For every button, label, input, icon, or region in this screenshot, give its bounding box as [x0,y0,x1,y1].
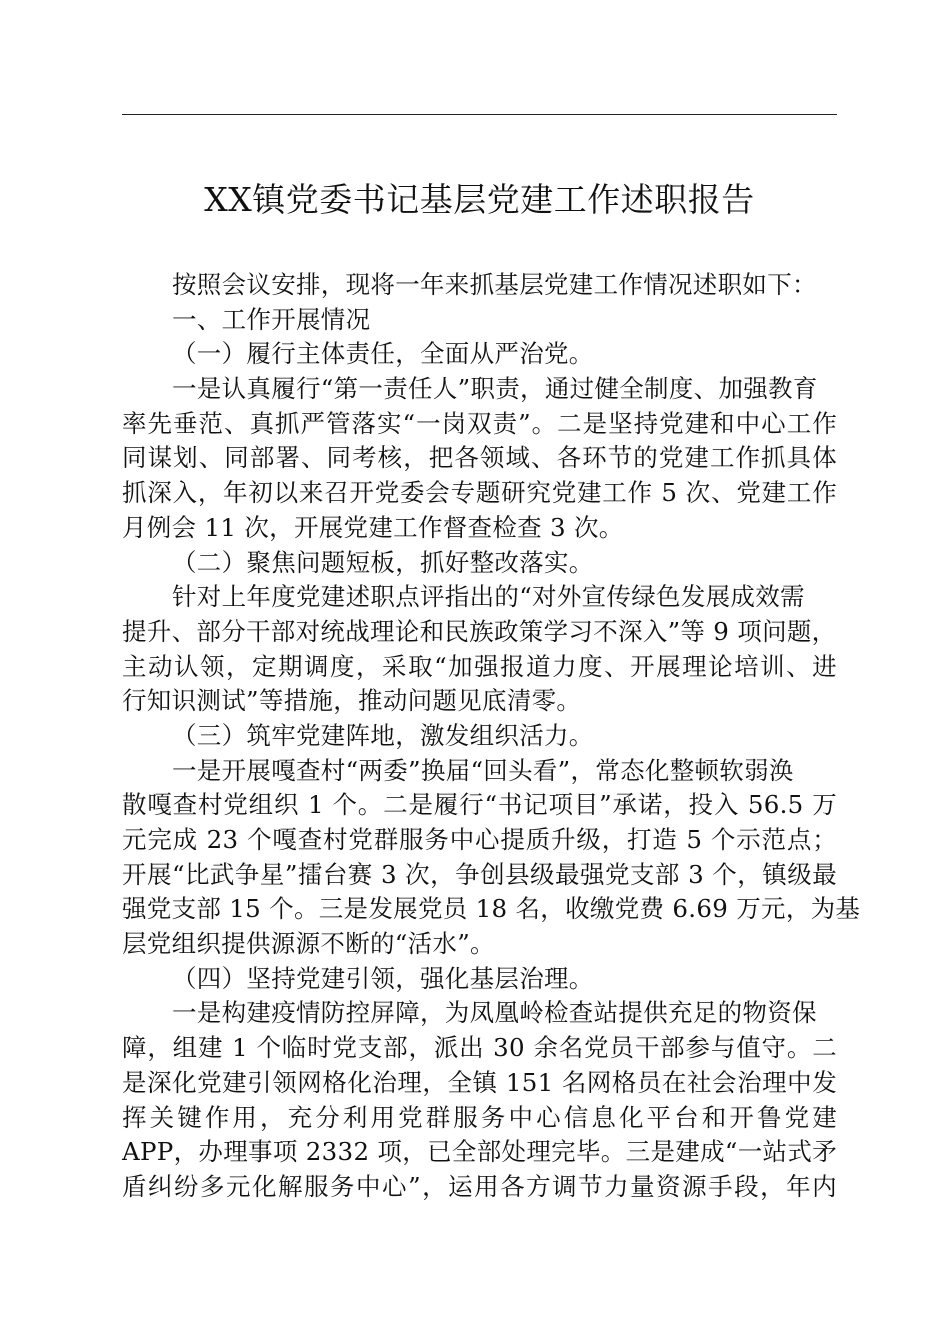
paragraph-line: 一是构建疫情防控屏障，为凤凰岭检查站提供充足的物资保 [172,998,817,1028]
section-heading: 一、工作开展情况 [172,304,371,334]
paragraph-line: 元完成 23 个嘎查村党群服务中心提质升级，打造 5 个示范点； [122,825,837,854]
subsection-heading: （四）坚持党建引领，强化基层治理。 [172,963,594,993]
paragraph-line: 率先垂范、真抓严管落实“一岗双责”。二是坚持党建和中心工作 [122,408,837,438]
paragraph-line: 一是认真履行“第一责任人”职责，通过健全制度、加强教育 [172,374,818,404]
document-body [122,268,861,1205]
paragraph-line: 障，组建 1 个临时党支部，派出 30 余名党员干部参与值守。二 [122,1033,837,1063]
paragraph-line: 开展“比武争星”擂台赛 3 次，争创县级最强党支部 3 个，镇级最 [122,859,837,889]
paragraph-line: 行知识测试”等措施，推动问题见底清零。 [122,686,582,716]
paragraph-line: 提升、部分干部对统战理论和民族政策学习不深入”等 9 项问题， [122,616,837,646]
paragraph-line: 月例会 11 次，开展党建工作督查检查 3 次。 [122,512,624,542]
subsection-heading: （二）聚焦问题短板，抓好整改落实。 [172,547,594,577]
header-rule [122,114,837,115]
intro-paragraph: 按照会议安排，现将一年来抓基层党建工作情况述职如下： [172,270,817,299]
paragraph-line: 同谋划、同部署、同考核，把各领域、各环节的党建工作抓具体 [122,443,837,473]
paragraph-line: APP，办理事项 2332 项，已全部处理完毕。三是建成“一站式矛 [122,1137,837,1167]
paragraph-line: 层党组织提供源源不断的“活水”。 [122,929,495,959]
paragraph-line: 强党支部 15 个。三是发展党员 18 名，收缴党费 6.69 万元，为基 [122,894,861,924]
document-title: XX镇党委书记基层党建工作述职报告 [204,180,755,219]
paragraph-line: 散嘎查村党组织 1 个。二是履行“书记项目”承诺，投入 56.5 万 [122,790,837,820]
paragraph-line: 抓深入，年初以来召开党委会专题研究党建工作 5 次、党建工作 [122,478,837,508]
paragraph-line: 盾纠纷多元化解服务中心”，运用各方调节力量资源手段，年内 [122,1171,837,1201]
paragraph-line: 是深化党建引领网格化治理，全镇 151 名网格员在社会治理中发 [122,1067,837,1097]
paragraph-line: 主动认领，定期调度，采取“加强报道力度、开展理论培训、进 [122,651,837,681]
paragraph-line: 一是开展嘎查村“两委”换届“回头看”，常态化整顿软弱涣 [172,755,794,785]
paragraph-line: 挥关键作用，充分利用党群服务中心信息化平台和开鲁党建 [122,1102,837,1132]
subsection-heading: （一）履行主体责任，全面从严治党。 [172,339,594,369]
subsection-heading: （三）筑牢党建阵地，激发组织活力。 [172,720,594,750]
paragraph-line: 针对上年度党建述职点评指出的“对外宣传绿色发展成效需 [172,582,805,612]
